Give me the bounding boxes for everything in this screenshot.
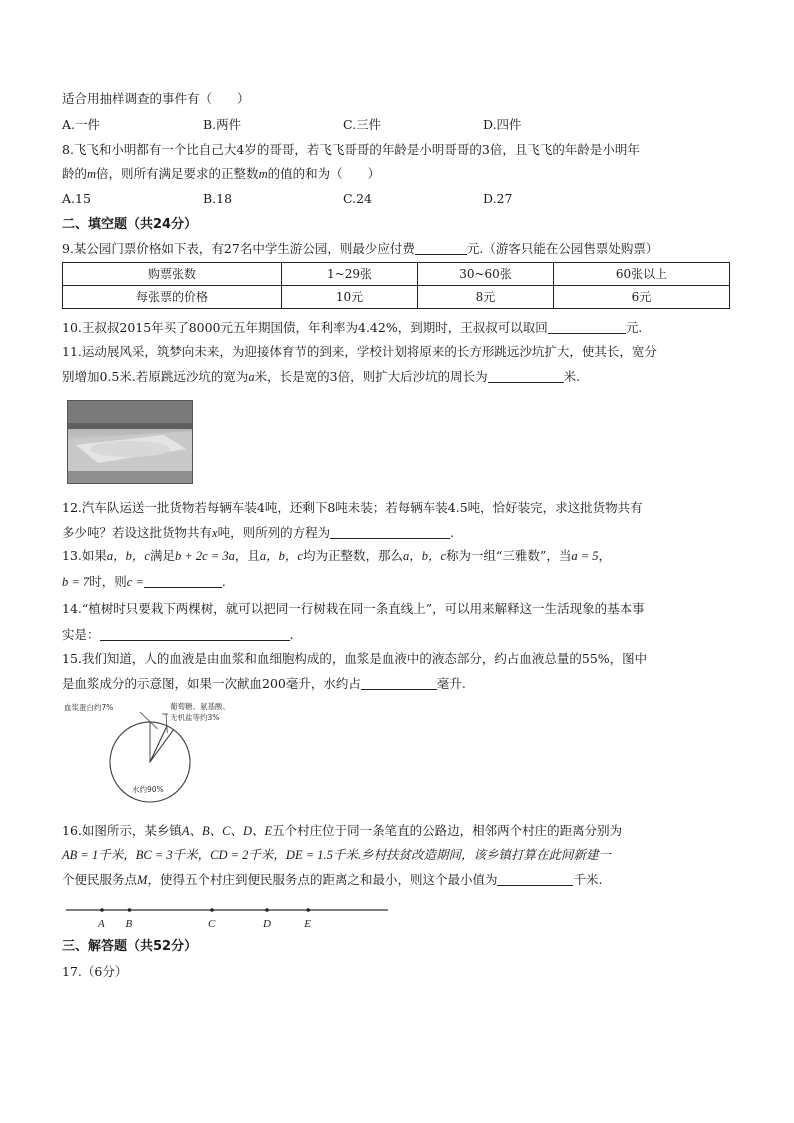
table-cell: 每张票的价格 xyxy=(63,286,282,309)
q8-option-c: C.24 xyxy=(343,191,372,206)
village-label-D: D xyxy=(263,918,271,930)
table-cell: 60张以上 xyxy=(554,263,730,286)
pie-label-water: 水约90% xyxy=(132,785,164,794)
q11-answer-blank[interactable] xyxy=(488,370,564,383)
section-2-heading: 二、填空题（共24分） xyxy=(62,217,198,232)
q12-line1: 12.汽车队运送一批货物若每辆车装4吨，还剩下8吨未装；若每辆车装4.5吨，恰好装完，求这批货物共有 xyxy=(62,500,643,515)
plasma-pie-chart xyxy=(62,700,262,804)
table-cell: 10元 xyxy=(282,286,418,309)
q15-answer-blank[interactable] xyxy=(361,677,437,690)
q8-line2: 龄的m倍，则所有满足要求的正整数m的值的和为（ ） xyxy=(62,166,381,181)
table-cell: 1~29张 xyxy=(282,263,418,286)
table-cell: 8元 xyxy=(418,286,554,309)
q16-line1: 16.如图所示，某乡镇A、B、C、D、E五个村庄位于同一条笔直的公路边，相邻两个村庄的距离分别为 xyxy=(62,823,623,838)
q16-line3: 个便民服务点M，使得五个村庄到便民服务点的距离之和最小，则这个最小值为 千米. xyxy=(62,872,603,887)
village-label-B: B xyxy=(125,918,133,930)
village-point-B xyxy=(128,908,132,912)
table-cell: 6元 xyxy=(554,286,730,309)
village-road-line xyxy=(62,898,392,932)
q15-line2: 是血浆成分的示意图，如果一次献血200毫升，水约占 毫升. xyxy=(62,676,466,691)
village-point-C xyxy=(210,908,214,912)
q7-option-b: B.两件 xyxy=(203,117,242,132)
q13-line1: 13.如果a，b，c满足b + 2c = 3a，且a，b，c均为正整数，那么a，b，c称为一组“三雅数”，当a = 5， xyxy=(62,548,612,563)
village-point-E xyxy=(306,908,310,912)
q7-option-c: C.三件 xyxy=(343,117,382,132)
q12-line2: 多少吨？若设这批货物共有x吨，则所列的方程为 . xyxy=(62,525,455,540)
table-row xyxy=(63,286,730,309)
q7-option-a: A.一件 xyxy=(62,117,101,132)
q10-text: 10.王叔叔2015年买了8000元五年期国债，年利率为4.42%，到期时，王叔叔可以取回 元. xyxy=(62,320,643,335)
q13-line2: b = 7时，则c = . xyxy=(62,574,226,589)
q14-answer-blank[interactable] xyxy=(100,628,290,641)
q16-answer-blank[interactable] xyxy=(497,873,573,886)
village-point-A xyxy=(100,908,104,912)
q16-line2: AB = 1千米，BC = 3千米，CD = 2千米，DE = 1.5千米.乡村扶贫改造期间，该乡镇打算在此间新建一 xyxy=(62,848,612,862)
q14-line2: 实是： . xyxy=(62,627,294,642)
q9-text: 9.某公园门票价格如下表，有27名中学生游公园，则最少应付费 元.（游客只能在公园售票处购票） xyxy=(62,241,659,256)
village-label-E: E xyxy=(304,918,311,930)
q17-heading: 17.（6分） xyxy=(62,964,128,979)
ticket-price-table xyxy=(62,262,730,309)
q12-answer-blank[interactable] xyxy=(330,526,450,539)
q7-option-d: D.四件 xyxy=(483,117,522,132)
q9-answer-blank[interactable] xyxy=(415,242,467,255)
q14-line1: 14.“植树时只要栽下两棵树，就可以把同一行树栽在同一条直线上”，可以用来解释这一生活现象的基本事 xyxy=(62,601,645,616)
q8-option-a: A.15 xyxy=(62,191,91,206)
sandpit-photo xyxy=(67,400,193,484)
village-road-figure xyxy=(62,898,392,932)
section-3-heading: 三、解答题（共52分） xyxy=(62,939,198,954)
village-label-A: A xyxy=(98,918,105,930)
pie-label-glucose-1: 葡萄糖、氨基酸、 xyxy=(170,702,230,711)
q8-option-b: B.18 xyxy=(203,191,233,206)
q7-tail: 适合用抽样调查的事件有（ ） xyxy=(62,91,250,106)
q8-option-d: D.27 xyxy=(483,191,513,206)
q13-answer-blank[interactable] xyxy=(144,575,222,588)
table-cell: 30~60张 xyxy=(418,263,554,286)
q15-line1: 15.我们知道，人的血液是由血浆和血细胞构成的，血浆是血液中的液态部分，约占血液总量的55%，图中 xyxy=(62,651,648,666)
table-row xyxy=(63,263,730,286)
village-point-D xyxy=(265,908,269,912)
q8-line1: 8.飞飞和小明都有一个比自己大4岁的哥哥，若飞飞哥哥的年龄是小明哥哥的3倍，且飞飞的年龄是小明年 xyxy=(62,142,640,157)
plasma-pie-figure xyxy=(62,700,262,804)
table-cell: 购票张数 xyxy=(63,263,282,286)
q10-answer-blank[interactable] xyxy=(548,321,626,334)
q11-line2: 别增加0.5米.若原跳远沙坑的宽为a米，长是宽的3倍，则扩大后沙坑的周长为 米. xyxy=(62,369,581,384)
village-label-C: C xyxy=(208,918,216,930)
pie-label-protein: 血浆蛋白约7% xyxy=(64,703,114,712)
pie-label-glucose-2: 无机盐等约3% xyxy=(170,713,220,722)
q11-line1: 11.运动展风采，筑梦向未来，为迎接体育节的到来，学校计划将原来的长方形跳远沙坑扩大，使其长，宽分 xyxy=(62,344,657,359)
